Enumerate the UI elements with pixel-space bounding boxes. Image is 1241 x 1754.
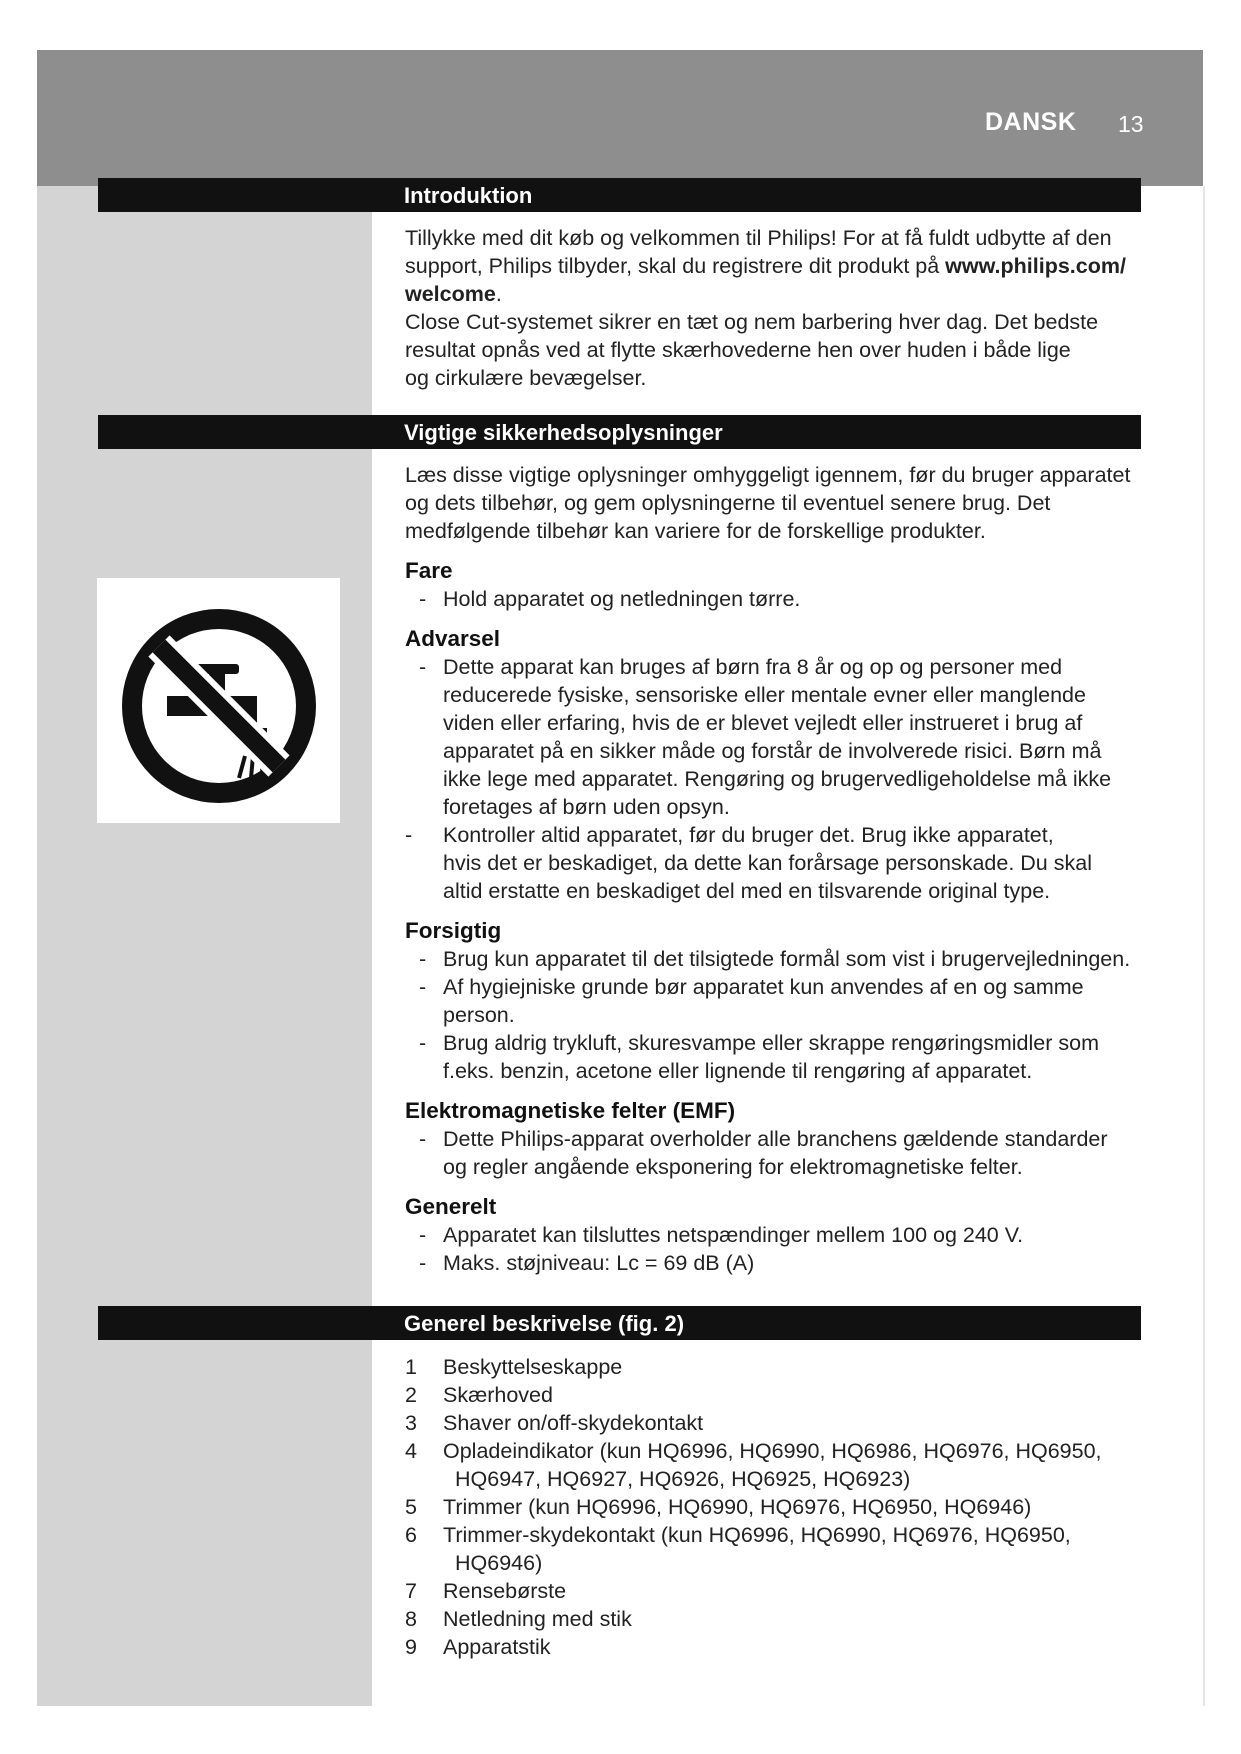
text-line: Læs disse vigtige oplysninger omhyggeligt igennem, før du bruger apparatet [405,463,1131,487]
safety-text [405,461,1130,1277]
text-line: Tillykke med dit køb og velkommen til Philips! For at få fuldt udbytte af den [405,226,1112,250]
side-column [37,186,372,1706]
bullet-item: - Hold apparatet og netledningen tørre. [419,587,801,611]
section-title: Introduktion [404,183,533,208]
list-item: 1 Beskyttelseskappe [405,1355,623,1379]
bullet-item: - Kontroller altid apparatet, før du bruger det. Brug ikke apparatet, hvis det er beskadiget, da dette kan forårsage personskade. Du skal altid erstatte en beskadiget del med en tilsvarende original type. [405,823,1092,903]
list-item: 2 Skærhoved [405,1383,553,1407]
right-margin-line [1203,186,1205,1706]
text-line: og dets tilbehør, og gem oplysningerne til eventuel senere brug. Det [405,491,1051,515]
section-title: Generel beskrivelse (fig. 2) [404,1311,685,1336]
list-item: 8 Netledning med stik [405,1607,632,1631]
heading-forsigtig: Forsigtig [405,918,502,943]
text-line: Close Cut-systemet sikrer en tæt og nem barbering hver dag. Det bedste [405,310,1099,334]
warning-pictogram [97,578,340,823]
text-line: resultat opnås ved at flytte skærhovederne hen over huden i både lige [405,338,1071,362]
text-line: welcome. [405,282,502,306]
list-item: 4 Opladeindikator (kun HQ6996, HQ6990, HQ6986, HQ6976, HQ6950, HQ6947, HQ6927, HQ6926, HQ6925, HQ6923) [405,1439,1102,1491]
bullet-item: - Brug aldrig trykluft, skuresvampe eller skrappe rengøringsmidler som f.eks. benzin, acetone eller lignende til rengøring af apparatet. [419,1031,1099,1083]
text-line: og cirkulære bevægelser. [405,366,647,390]
bullet-item: - Dette apparat kan bruges af børn fra 8 år og op og personer med reducerede fysiske, sensoriske eller mentale evner eller manglende viden eller erfaring, hvis de er blevet vejledt eller instrueret i brug af apparatet på en sikker måde og forstår de involverede risici. Børn må ikke lege med apparatet. Rengøring og brugervedligeholdelse må ikke foretages af børn uden opsyn. [419,655,1112,819]
heading-advarsel: Advarsel [405,626,501,651]
list-item: 7 Rensebørste [405,1579,567,1603]
bullet-item: - Maks. støjniveau: Lc = 69 dB (A) [419,1251,755,1275]
text-line: support, Philips tilbyder, skal du registrere dit produkt på www.philips.com/ [405,254,1126,278]
section-bar-description [98,1306,1141,1340]
bullet-item: - Brug kun apparatet til det tilsigtede formål som vist i brugervejledningen. [419,947,1131,971]
intro-text [405,224,1126,392]
philips-url-link[interactable]: www.philips.com/ [945,254,1126,278]
text-line: medfølgende tilbehør kan variere for de forskellige produkter. [405,519,986,543]
list-item: 5 Trimmer (kun HQ6996, HQ6990, HQ6976, HQ6950, HQ6946) [405,1495,1032,1519]
list-item: 9 Apparatstik [405,1635,551,1659]
section-title: Vigtige sikkerhedsoplysninger [404,420,723,445]
philips-url-link-cont[interactable]: welcome [405,282,496,306]
bullet-item: - Dette Philips-apparat overholder alle branchens gældende standarder og regler angående eksponering for elektromagnetiske felter. [419,1127,1108,1179]
heading-emf: Elektromagnetiske felter (EMF) [405,1098,736,1123]
section-bar-introduktion [98,178,1141,212]
bullet-item: - Apparatet kan tilsluttes netspændinger mellem 100 og 240 V. [419,1223,1024,1247]
pictogram-pointer [310,585,340,609]
description-list [405,1353,1102,1661]
section-bar-safety [98,415,1141,449]
heading-generelt: Generelt [405,1194,497,1219]
list-item: 3 Shaver on/off-skydekontakt [405,1411,704,1435]
bullet-item: - Af hygiejniske grunde bør apparatet kun anvendes af en og samme person. [419,975,1084,1027]
page-number: 13 [1118,111,1144,137]
language-label: DANSK [985,108,1077,136]
list-item: 6 Trimmer-skydekontakt (kun HQ6996, HQ6990, HQ6976, HQ6950, HQ6946) [405,1523,1071,1575]
heading-fare: Fare [405,558,453,583]
no-water-tap-icon [97,578,340,823]
